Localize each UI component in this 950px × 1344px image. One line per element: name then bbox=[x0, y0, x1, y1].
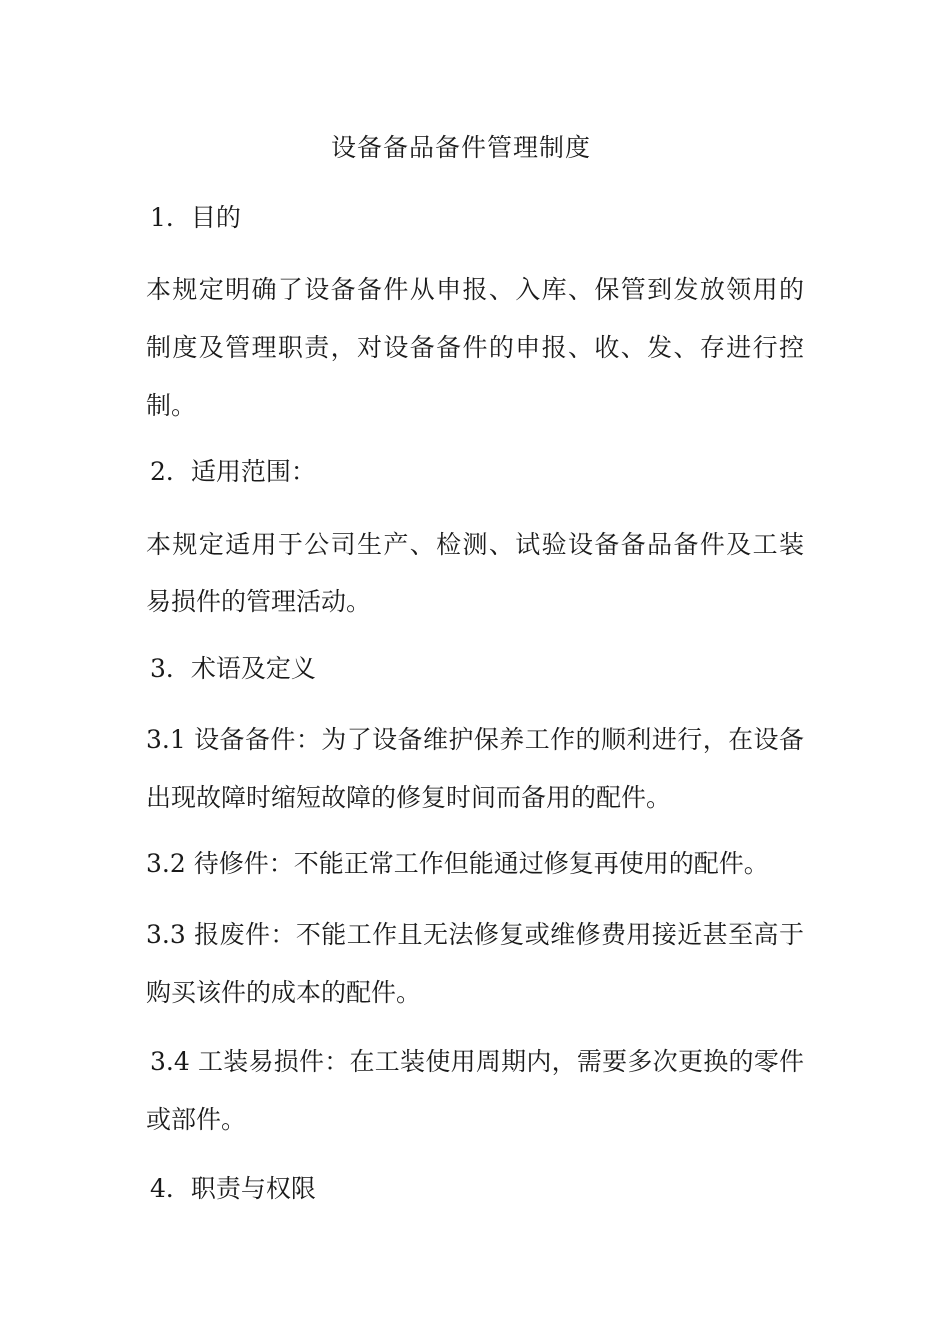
section-heading-purpose: 1．目的 bbox=[150, 203, 241, 232]
document-title: 设备备品备件管理制度 bbox=[330, 133, 591, 162]
paragraph-line: 制。 bbox=[146, 391, 197, 420]
definition-line: 或部件。 bbox=[146, 1105, 247, 1134]
definition-line: 3.3 报废件：不能工作且无法修复或维修费用接近甚至高于 bbox=[146, 920, 804, 949]
paragraph-line: 制度及管理职责，对设备备件的申报、收、发、存进行控 bbox=[146, 333, 804, 362]
paragraph-line: 本规定明确了设备备件从申报、入库、保管到发放领用的 bbox=[146, 275, 804, 304]
section-heading-responsibilities: 4．职责与权限 bbox=[150, 1174, 316, 1203]
definition-line: 购买该件的成本的配件。 bbox=[146, 978, 422, 1007]
definition-line: 出现故障时缩短故障的修复时间而备用的配件。 bbox=[146, 783, 672, 812]
paragraph-line: 本规定适用于公司生产、检测、试验设备备品备件及工装 bbox=[146, 530, 804, 559]
definition-line: 3.2 待修件：不能正常工作但能通过修复再使用的配件。 bbox=[146, 849, 769, 878]
definition-line: 3.1 设备备件：为了设备维护保养工作的顺利进行，在设备 bbox=[146, 725, 804, 754]
section-heading-scope: 2．适用范围： bbox=[150, 457, 316, 486]
section-heading-terms: 3．术语及定义 bbox=[150, 654, 316, 683]
paragraph-line: 易损件的管理活动。 bbox=[146, 587, 372, 616]
definition-line: 3.4 工装易损件：在工装使用周期内，需要多次更换的零件 bbox=[150, 1047, 804, 1076]
